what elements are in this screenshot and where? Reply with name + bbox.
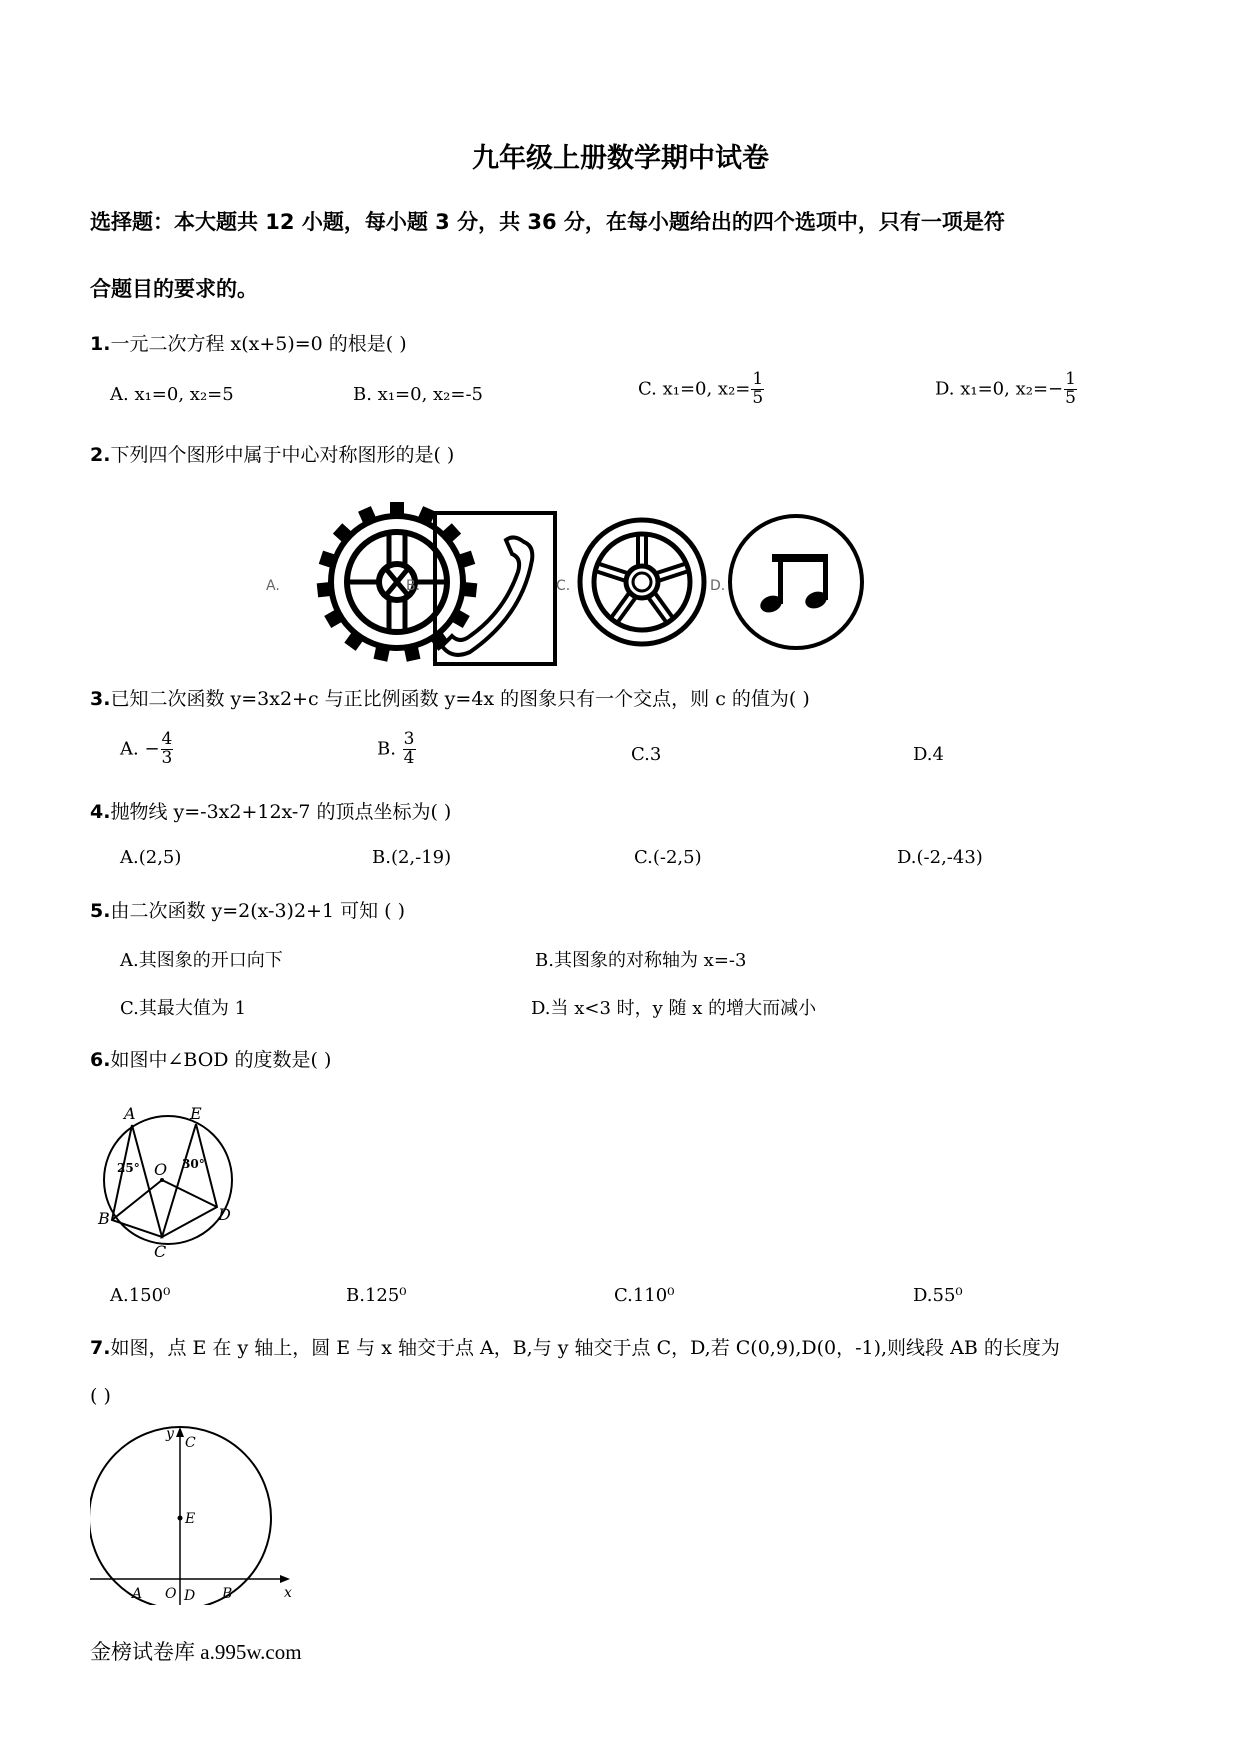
point-label-c: C [154,1242,167,1261]
fraction-denominator: 4 [403,747,415,768]
point-label-b: B [98,1209,110,1228]
option-b [377,731,417,768]
option-d: D.55⁰ [913,1285,963,1306]
point-label-o: O [165,1586,177,1602]
page-title: 九年级上册数学期中试卷 [472,143,769,174]
point-label-b: B [222,1586,233,1602]
question-text: 一元二次方程 x(x+5)=0 的根是( ) [110,333,407,355]
option-d: D.当 x<3 时，y 随 x 的增大而减小 [531,998,817,1019]
option-b: B.125⁰ [346,1285,407,1306]
question-number: 1. [90,333,111,355]
fraction-numerator: 1 [1065,369,1076,389]
point-label-e: E [185,1511,196,1527]
option-b: B.其图象的对称轴为 x=-3 [535,950,747,971]
option-b: B. x₁=0, x₂=-5 [353,384,483,405]
point-label-d: D [218,1205,231,1224]
option-a: A.150⁰ [110,1285,171,1306]
option-d-prefix: D. x₁=0, x₂=− [935,378,1064,400]
option-c [638,371,765,408]
question-number: 2. [90,444,111,466]
point-label-e: E [190,1104,202,1123]
section-intro-line2: 合题目的要求的。 [90,277,258,301]
point-label-a: A [124,1104,136,1123]
point-label-c: C [185,1435,196,1451]
question-number: 5. [90,900,111,922]
fraction-denominator: 5 [752,387,764,408]
angle-label-25: 25° [117,1161,140,1175]
music-note-figure [730,516,862,648]
question-text: 下列四个图形中属于中心对称图形的是( ) [110,444,455,466]
question-text: 抛物线 y=-3x2+12x-7 的顶点坐标为( ) [110,801,452,823]
question-text: 如图，点 E 在 y 轴上，圆 E 与 x 轴交于点 A，B,与 y 轴交于点 C，D,若 C(0,9),D(0，-1),则线段 AB 的长度为 [110,1337,1060,1359]
option-c: C.110⁰ [614,1285,675,1306]
point-label-o: O [154,1160,168,1179]
figure-label-d: D. [710,578,726,594]
section-intro-line1: 选择题：本大题共 12 小题，每小题 3 分，共 36 分，在每小题给出的四个选项中，只有一项是符 [90,210,1005,234]
fraction [403,731,416,768]
question-2 [90,440,454,467]
figure-label-a: A. [266,578,280,594]
axis-label-y: y [166,1426,174,1442]
question-6 [90,1045,331,1072]
option-d: D.4 [913,744,944,765]
question-5 [90,896,405,923]
question-4 [90,797,451,824]
question-number: 4. [90,801,111,823]
option-c: C.其最大值为 1 [120,998,247,1019]
option-a-prefix: A. − [120,738,160,760]
figure-label-b: B. [406,578,421,594]
fraction [161,731,174,768]
fraction [751,371,764,408]
question-number: 3. [90,688,111,710]
footer-source: 金榜试卷库 a.995w.com [90,1640,302,1664]
figure-label-c: C. [556,578,571,594]
fraction-denominator: 5 [1065,387,1076,408]
symmetry-figures [262,500,992,670]
question-text: 由二次函数 y=2(x-3)2+1 可知 ( ) [110,900,405,922]
fraction [1064,371,1077,408]
point-label-d: D [184,1588,196,1604]
axis-label-x: x [284,1585,292,1601]
option-b-prefix: B. [377,738,402,760]
question-3 [90,684,810,711]
question-number: 6. [90,1049,111,1071]
question-7 [90,1333,1060,1360]
angle-label-30: 30° [182,1157,205,1171]
option-a: A. x₁=0, x₂=5 [110,384,234,405]
question-text: 如图中∠BOD 的度数是( ) [110,1049,332,1071]
question-7-blank: ( ) [90,1385,111,1407]
option-c: C.(-2,5) [634,847,702,868]
option-a [120,731,174,768]
option-a: A.其图象的开口向下 [120,950,283,971]
wheel-figure [580,520,704,644]
option-c-prefix: C. x₁=0, x₂= [638,378,751,400]
coordinate-circle-figure [90,1425,300,1605]
option-d: D.(-2,-43) [897,847,983,868]
fraction-numerator: 1 [752,369,764,389]
fraction-numerator: 3 [403,729,415,749]
fraction-numerator: 4 [161,729,173,749]
point-label-a: A [132,1586,143,1602]
circle-angle-figure [90,1100,250,1265]
option-b: B.(2,-19) [372,847,452,868]
option-c: C.3 [631,744,662,765]
fraction-denominator: 3 [161,747,173,768]
question-text: 已知二次函数 y=3x2+c 与正比例函数 y=4x 的图象只有一个交点，则 c 的值为( ) [110,688,810,710]
music-note-icon [758,554,829,615]
option-a: A.(2,5) [120,847,182,868]
question-number: 7. [90,1337,111,1359]
option-d [935,371,1078,408]
question-1 [90,329,407,356]
